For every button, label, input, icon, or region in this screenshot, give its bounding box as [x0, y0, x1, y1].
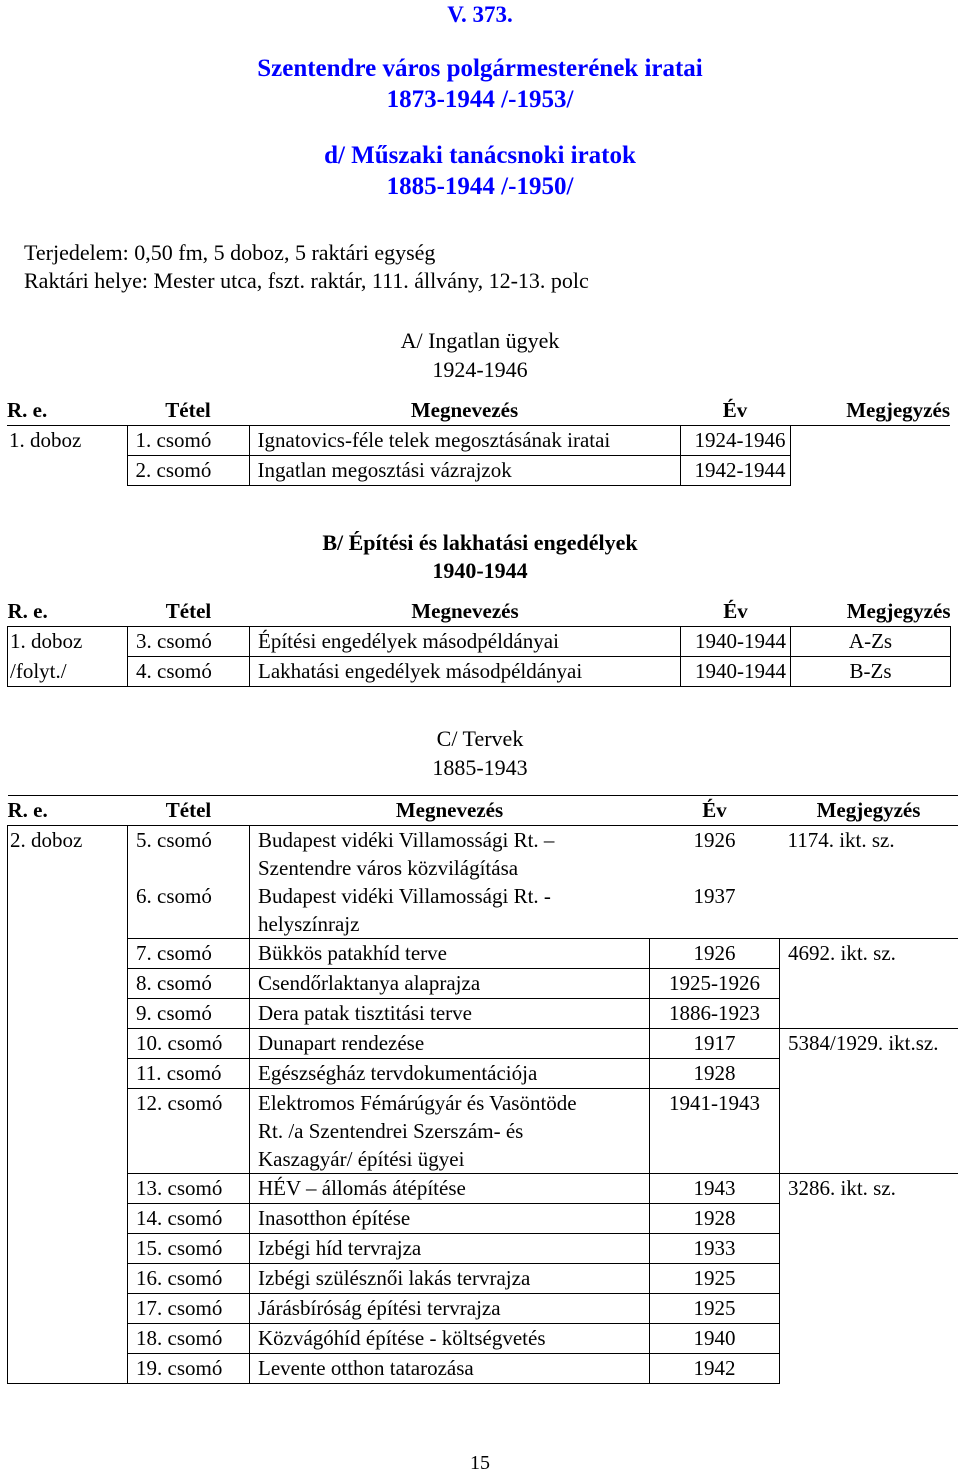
- header-megnevezes: Megnevezés: [250, 597, 681, 627]
- empty-cell: [8, 1294, 128, 1324]
- row-name: Építési engedélyek másodpéldányai: [250, 627, 681, 657]
- row-tetel: 6. csomó: [128, 882, 250, 939]
- row-note: 3286. ikt. sz.: [780, 1174, 958, 1204]
- row-name-line: helyszínrajz: [258, 912, 360, 936]
- section-c-title: C/ Tervek: [436, 726, 524, 751]
- row-year: 1886-1923: [650, 999, 780, 1029]
- section-a-years: 1924-1946: [432, 357, 528, 382]
- row-note: [780, 1059, 958, 1089]
- row-tetel: 11. csomó: [128, 1059, 250, 1089]
- section-b-title: B/ Építési és lakhatási engedélyek: [322, 530, 638, 555]
- header-megjegyzes: Megjegyzés: [791, 597, 951, 627]
- row-name: Dera patak tisztitási terve: [250, 999, 650, 1029]
- document-title: Szentendre város polgármesterének iratai: [257, 55, 703, 82]
- table-row: [8, 882, 958, 939]
- row-note: [780, 1204, 958, 1234]
- row-tetel: 3. csomó: [128, 627, 250, 657]
- row-name-line: Kaszagyár/ építési ügyei: [258, 1147, 465, 1171]
- row-name-line: Elektromos Fémárúgyár és Vasöntöde: [258, 1091, 577, 1115]
- section-b-years: 1940-1944: [432, 558, 528, 583]
- table-row: [8, 1089, 958, 1174]
- row-tetel: 15. csomó: [128, 1234, 250, 1264]
- row-name: Egészségház tervdokumentációja: [250, 1059, 650, 1089]
- row-year: 1941-1943: [650, 1089, 780, 1174]
- row-tetel: 9. csomó: [128, 999, 250, 1029]
- row-tetel: 17. csomó: [128, 1294, 250, 1324]
- table-row: [8, 1294, 958, 1324]
- header-ev: Év: [680, 396, 790, 426]
- row-name: Közvágóhíd építése - költségvetés: [250, 1324, 650, 1354]
- row-year: 1942: [650, 1354, 780, 1384]
- row-tetel: 14. csomó: [128, 1204, 250, 1234]
- header-megnevezes: Megnevezés: [249, 396, 680, 426]
- empty-cell: [8, 969, 128, 999]
- row-note: [780, 1089, 958, 1174]
- row-tetel: 4. csomó: [128, 657, 250, 687]
- row-year: 1940-1944: [681, 627, 791, 657]
- row-year: 1942-1944: [680, 456, 790, 486]
- row-name: Lakhatási engedélyek másodpéldányai: [250, 657, 681, 687]
- table-row: [7, 426, 950, 456]
- row-year: 1917: [650, 1029, 780, 1059]
- table-row: [8, 657, 951, 687]
- row-note: [780, 1294, 958, 1324]
- row-tetel: 8. csomó: [128, 969, 250, 999]
- document-title-years: 1873-1944 /-1953/: [386, 86, 574, 113]
- section-b-table: [7, 597, 951, 687]
- row-year: 1925: [650, 1264, 780, 1294]
- table-row: [8, 1174, 958, 1204]
- row-year: 1925-1926: [650, 969, 780, 999]
- empty-cell: [8, 1264, 128, 1294]
- row-note: [780, 1264, 958, 1294]
- table-row: [8, 627, 951, 657]
- table-row: [8, 999, 958, 1029]
- section-c-table: [7, 795, 958, 1384]
- section-a-table: [7, 396, 950, 486]
- box-label: 1. doboz: [7, 426, 127, 456]
- row-name: Csendőrlaktanya alaprajza: [250, 969, 650, 999]
- row-name: Ignatovics-féle telek megosztásának iratai: [249, 426, 680, 456]
- row-note: [780, 1234, 958, 1264]
- row-year: 1933: [650, 1234, 780, 1264]
- row-name-line: Budapest vidéki Villamossági Rt. –: [258, 828, 555, 852]
- row-tetel: 19. csomó: [128, 1354, 250, 1384]
- empty-cell: [8, 882, 128, 939]
- row-note: 5384/1929. ikt.sz.: [780, 1029, 958, 1059]
- page-number: 15: [470, 1452, 490, 1474]
- row-name: Ingatlan megosztási vázrajzok: [249, 456, 680, 486]
- row-name: [250, 1089, 650, 1174]
- row-year: 1940-1944: [681, 657, 791, 687]
- row-note: [780, 969, 958, 999]
- document-subtitle: d/ Műszaki tanácsnoki iratok: [324, 142, 636, 169]
- table-row: [8, 939, 958, 969]
- empty-cell: [8, 1089, 128, 1174]
- row-year: 1928: [650, 1059, 780, 1089]
- header-tetel: Tétel: [128, 597, 250, 627]
- table-row: [8, 1204, 958, 1234]
- row-name: Dunapart rendezése: [250, 1029, 650, 1059]
- empty-cell: [8, 1234, 128, 1264]
- row-tetel: 5. csomó: [128, 826, 250, 883]
- empty-cell: [8, 1029, 128, 1059]
- table-header-row: [7, 396, 950, 426]
- header-re: R. e.: [7, 396, 127, 426]
- empty-cell: [8, 999, 128, 1029]
- row-note: 4692. ikt. sz.: [780, 939, 958, 969]
- empty-cell: [8, 939, 128, 969]
- empty-cell: [8, 1174, 128, 1204]
- empty-cell: [8, 1324, 128, 1354]
- header-tetel: Tétel: [127, 396, 249, 426]
- row-year: 1940: [650, 1324, 780, 1354]
- row-year: 1925: [650, 1294, 780, 1324]
- box-label: 1. doboz: [8, 627, 128, 657]
- row-year: 1937: [693, 884, 736, 908]
- header-tetel: Tétel: [128, 796, 250, 826]
- row-name: Izbégi híd tervrajza: [250, 1234, 650, 1264]
- row-name: Levente otthon tatarozása: [250, 1354, 650, 1384]
- table-row: [8, 1234, 958, 1264]
- row-tetel: 18. csomó: [128, 1324, 250, 1354]
- row-tetel: 2. csomó: [127, 456, 249, 486]
- empty-cell: [7, 456, 127, 486]
- table-row: [8, 1059, 958, 1089]
- table-header-row: [8, 597, 951, 627]
- table-row: [7, 456, 950, 486]
- row-tetel: 12. csomó: [128, 1089, 250, 1174]
- table-row: [8, 1354, 958, 1384]
- table-row: [8, 1324, 958, 1354]
- table-row: [8, 969, 958, 999]
- empty-cell: [8, 1354, 128, 1384]
- row-name: Bükkös patakhíd terve: [250, 939, 650, 969]
- table-row: [8, 826, 958, 883]
- row-year: 1926: [650, 939, 780, 969]
- header-re: R. e.: [8, 597, 128, 627]
- row-tetel: 7. csomó: [128, 939, 250, 969]
- table-row: [8, 1029, 958, 1059]
- row-year: 1928: [650, 1204, 780, 1234]
- row-tetel: 1. csomó: [127, 426, 249, 456]
- document-subtitle-years: 1885-1944 /-1950/: [386, 173, 574, 200]
- section-c-years: 1885-1943: [432, 755, 528, 780]
- row-name-line: Rt. /a Szentendrei Szerszám- és: [258, 1119, 524, 1143]
- row-note: 1174. ikt. sz.: [787, 828, 895, 852]
- header-re: R. e.: [8, 796, 128, 826]
- document-id: V. 373.: [447, 2, 513, 27]
- table-header-row: [8, 796, 958, 826]
- extent-text: Terjedelem: 0,50 fm, 5 doboz, 5 raktári egység: [24, 240, 436, 265]
- row-note: [780, 1324, 958, 1354]
- row-name-line: Szentendre város közvilágítása: [258, 856, 519, 880]
- section-a-title: A/ Ingatlan ügyek: [400, 328, 560, 353]
- empty-cell: [8, 1059, 128, 1089]
- row-name: Izbégi szülésznői lakás tervrajza: [250, 1264, 650, 1294]
- row-name: HÉV – állomás átépítése: [250, 1174, 650, 1204]
- box-label: 2. doboz: [8, 826, 128, 883]
- row-year: 1924-1946: [680, 426, 790, 456]
- row-note: [780, 882, 958, 939]
- row-note: [790, 456, 950, 486]
- row-name: [250, 882, 650, 939]
- box-label-cont: /folyt./: [8, 657, 128, 687]
- header-megnevezes: Megnevezés: [250, 796, 650, 826]
- row-name: Inasotthon építése: [250, 1204, 650, 1234]
- row-name-line: Budapest vidéki Villamossági Rt. -: [258, 884, 551, 908]
- row-name: Járásbíróság építési tervrajza: [250, 1294, 650, 1324]
- row-name: [250, 826, 650, 883]
- row-year: 1943: [650, 1174, 780, 1204]
- row-note: [790, 426, 950, 456]
- header-ev: Év: [681, 597, 791, 627]
- table-row: [8, 1264, 958, 1294]
- storage-location-text: Raktári helye: Mester utca, fszt. raktár, 111. állvány, 12-13. polc: [24, 268, 589, 293]
- row-note: [780, 1354, 958, 1384]
- row-tetel: 10. csomó: [128, 1029, 250, 1059]
- row-year: 1926: [693, 828, 736, 852]
- row-note: B-Zs: [791, 657, 951, 687]
- row-tetel: 13. csomó: [128, 1174, 250, 1204]
- row-note: [780, 999, 958, 1029]
- row-tetel: 16. csomó: [128, 1264, 250, 1294]
- header-ev: Év: [650, 796, 780, 826]
- empty-cell: [8, 1204, 128, 1234]
- row-note: A-Zs: [791, 627, 951, 657]
- header-megjegyzes: Megjegyzés: [780, 796, 958, 826]
- header-megjegyzes: Megjegyzés: [790, 396, 950, 426]
